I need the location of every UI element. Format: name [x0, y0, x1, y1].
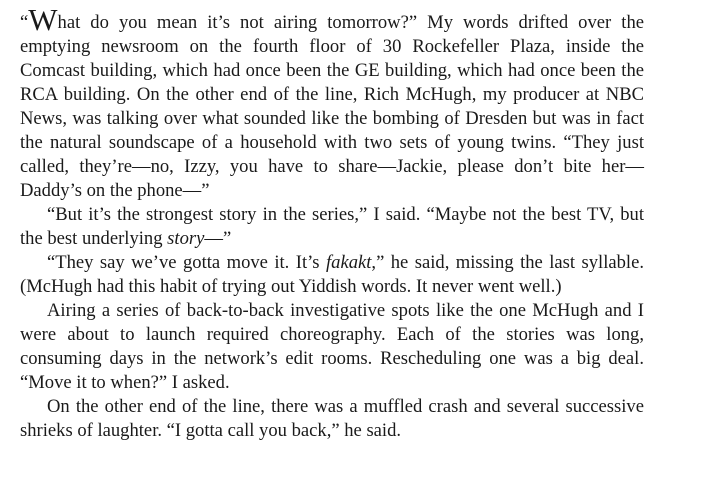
paragraph-5: [20, 395, 644, 443]
paragraph-4: [20, 299, 644, 395]
paragraph-2-emphasis: story: [167, 228, 205, 249]
opening-quote-mark: “: [20, 12, 29, 33]
paragraph-1-text: hat do you mean it’s not airing tomorrow?” My words drifted over the emptying newsroom on the fourth floor of 30 Rockefeller Plaza, inside the Comcast building, which had once been the GE building, which had once been the RCA building. On the other end of the line, Rich McHugh, my producer at NBC News, was talking over what sounded like the bombing of Dresden but was in fact the natural soundscape of a household with two sets of young twins. “They just called, they’re—no, Izzy, you have to share—Jackie, please don’t bite her—Daddy’s on the phone—”: [20, 12, 644, 201]
drop-cap-letter: W: [28, 2, 58, 37]
paragraph-2-text-before: “But it’s the strongest story in the series,” I said. “Maybe not the best TV, but the best underlying: [20, 204, 644, 249]
paragraph-1: [20, 2, 644, 203]
paragraph-3: [20, 251, 644, 299]
paragraph-3-emphasis: fakakt: [325, 252, 372, 273]
paragraph-4-text: Airing a series of back-to-back investigative spots like the one McHugh and I were about to launch required choreography. Each of the stories was long, consuming days in the network’s edit rooms. Rescheduling one was a big deal. “Move it to when?” I asked.: [20, 300, 644, 393]
paragraph-3-text-before: “They say we’ve gotta move it. It’s: [47, 252, 326, 273]
book-page: [20, 2, 644, 443]
paragraph-2: [20, 203, 644, 251]
paragraph-2-text-after: —”: [204, 228, 232, 249]
paragraph-5-text: On the other end of the line, there was a muffled crash and several successive shrieks of laughter. “I gotta call you back,” he said.: [20, 396, 644, 441]
paragraph-3-text-after: ,” he said, missing the last syllable. (McHugh had this habit of trying out Yiddish words. It never went well.): [20, 252, 644, 297]
